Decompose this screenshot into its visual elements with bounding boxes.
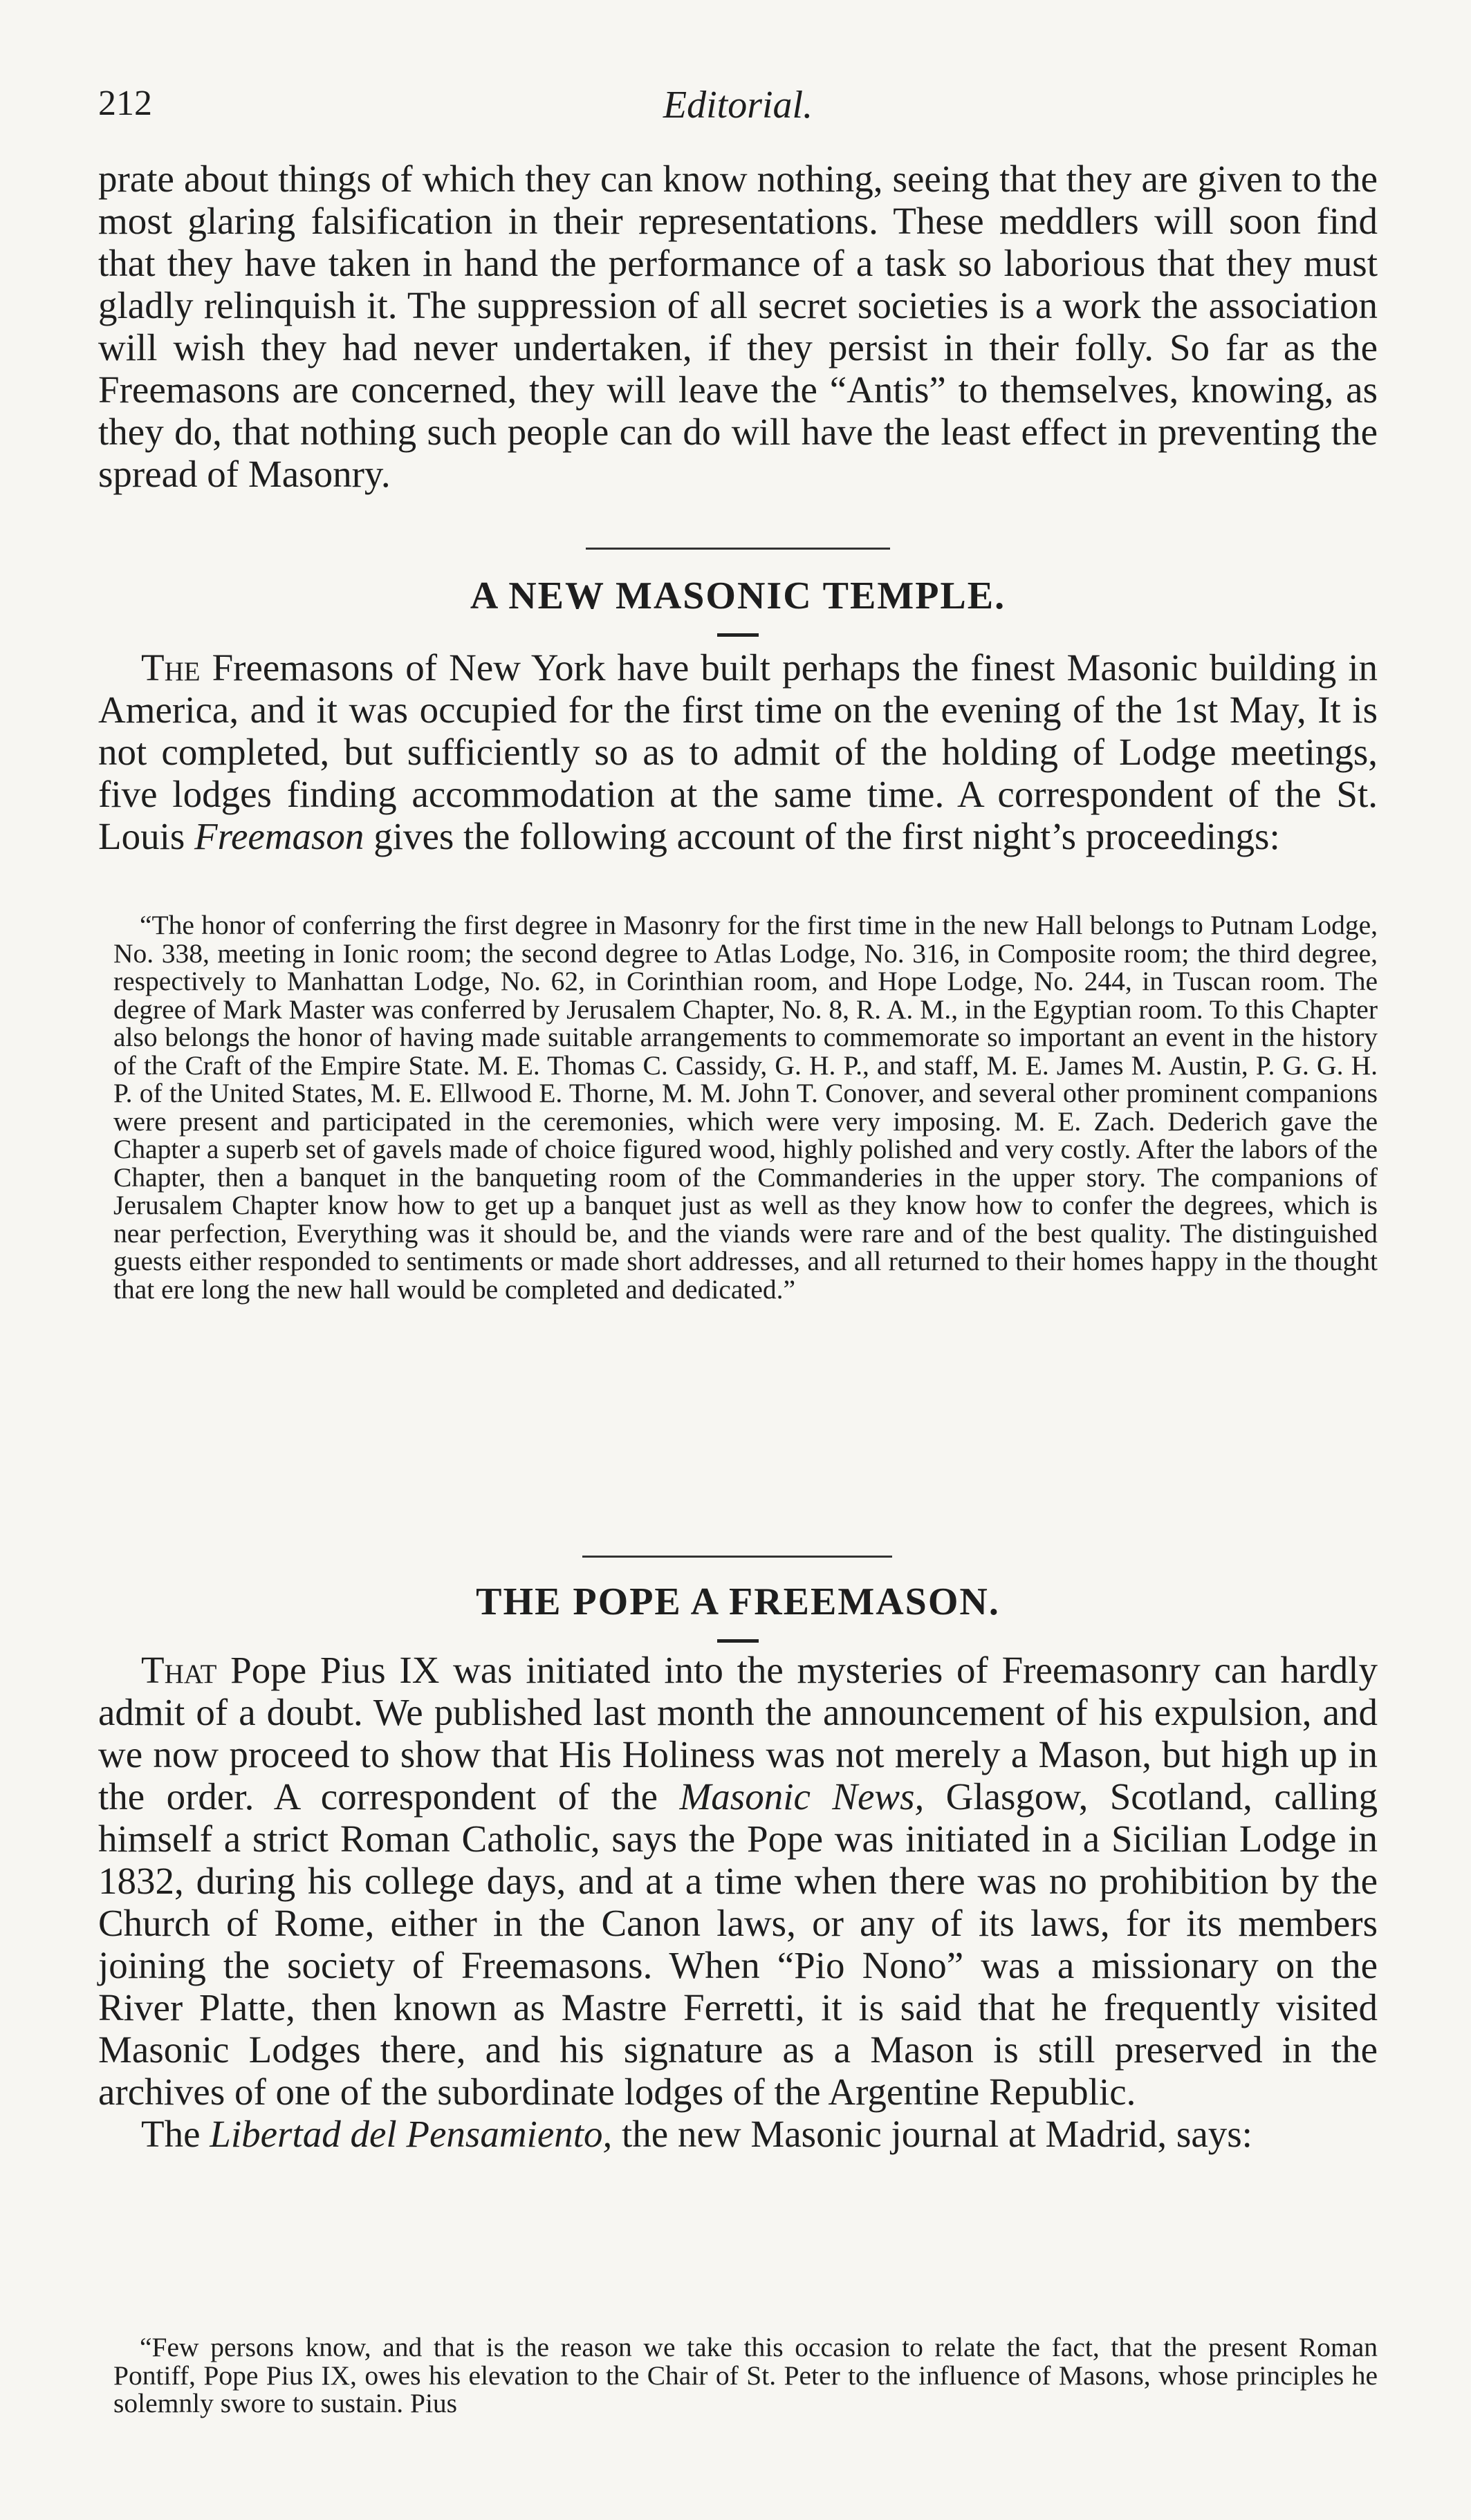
- freemason-journal-title: Freemason: [194, 815, 364, 857]
- section-heading-pope-freemason: THE POPE A FREEMASON.: [476, 1580, 1000, 1623]
- heading-underline: [717, 633, 759, 637]
- masonic-news-title: Masonic News,: [679, 1775, 925, 1818]
- page-header: [98, 83, 1378, 138]
- temple-quote: “The honor of conferring the first degree in Masonry for the first time in the new Hall belongs to Putnam Lodge, No. 338, meeting in Ionic room; the second degree to Atlas Lodge, No. 316, in Composite room; the third degree, respectively to Manhattan Lodge, No. 62, in Corinthian room, and Hope Lodge, No. 244, in Tuscan room. The degree of Mark Master was conferred by Jerusalem Chapter, No. 8, R. A. M., in the Egyptian room. To this Chapter also belongs the honor of having made suitable arrangements to commemorate so important an event in the history of the Craft of the Empire State. M. E. Thomas C. Cassidy, G. H. P., and staff, M. E. James M. Austin, P. G. G. H. P. of the United States, M. E. Ellwood E. Thorne, M. M. John T. Conover, and several other prominent companions were present and participated in the ceremonies, which were very imposing. M. E. Zach. Dederich gave the Chapter a superb set of gavels made of choice figured wood, highly polished and very costly. After the labors of the Chapter, then a banquet in the banqueting room of the Commanderies in the upper story. The companions of Jerusalem Chapter know how to get up a banquet just as well as they know how to confer the degrees, which is near perfection, Everything was it should be, and the viands were rare and of the best quality. The distinguished guests either responded to sentiments or made short addresses, and all returned to their homes happy in the thought that ere long the new hall would be completed and dedicated.”: [113, 910, 1378, 1305]
- temple-paragraph: The Freemasons of New York have built perhaps the finest Masonic building in America, and it was occupied for the first time on the evening of the 1st May, It is not completed, but sufficiently so as to admit of the holding of Lodge meetings, five lodges finding accommodation at the same time. A correspondent of the St. Louis Freemason gives the following account of the first night’s proceedings:: [98, 646, 1378, 857]
- libertad-journal-title: Libertad del Pensamiento,: [210, 2113, 613, 2155]
- pope-paragraph: That Pope Pius IX was initiated into the mysteries of Freemasonry can hardly admit of a doubt. We published last month the announcement of his expulsion, and we now proceed to show that His Holiness was not merely a Mason, but high up in the order. A correspondent of the Masonic News, Glasgow, Scotland, calling himself a strict Roman Catholic, says the Pope was initiated in a Sicilian Lodge in 1832, during his college days, and at a time when there was no prohibition by the Church of Rome, either in the Canon laws, or any of its laws, for its members joining the society of Freemasons. When “Pio Nono” was a missionary on the River Platte, then known as Mastre Ferretti, it is said that he frequently visited Masonic Lodges there, and his signature as a Mason is still preserved in the archives of one of the subordinate lodges of the Argentine Republic.: [98, 1649, 1378, 2113]
- section-divider: [582, 1556, 892, 1558]
- libertad-paragraph: The Libertad del Pensamiento, the new Masonic journal at Madrid, says:: [141, 2113, 1252, 2155]
- intro-paragraph: prate about things of which they can know nothing, seeing that they are given to the most glaring falsification in their representations. These meddlers will soon find that they have taken in hand the performance of a task so laborious that they must gladly relinquish it. The suppression of all secret societies is a work the association will wish they had never undertaken, if they persist in their folly. So far as the Freemasons are concerned, they will leave the “Antis” to themselves, knowing, as they do, that nothing such people can do will have the least effect in preventing the spread of Masonry.: [98, 158, 1378, 495]
- page-number: 212: [98, 84, 152, 123]
- section-heading-new-masonic-temple: A NEW MASONIC TEMPLE.: [470, 575, 1006, 617]
- pope-paragraph-lead: That: [141, 1649, 217, 1691]
- libertad-quote: “Few persons know, and that is the reason we take this occasion to relate the fact, that the present Roman Pontiff, Pope Pius IX, owes his elevation to the Chair of St. Peter to the influence of Masons, whose principles he solemnly swore to sustain. Pius: [113, 2332, 1378, 2418]
- heading-underline: [717, 1639, 759, 1643]
- section-divider: [586, 548, 890, 550]
- temple-paragraph-lead: The: [141, 646, 201, 689]
- running-head: Editorial.: [663, 84, 813, 127]
